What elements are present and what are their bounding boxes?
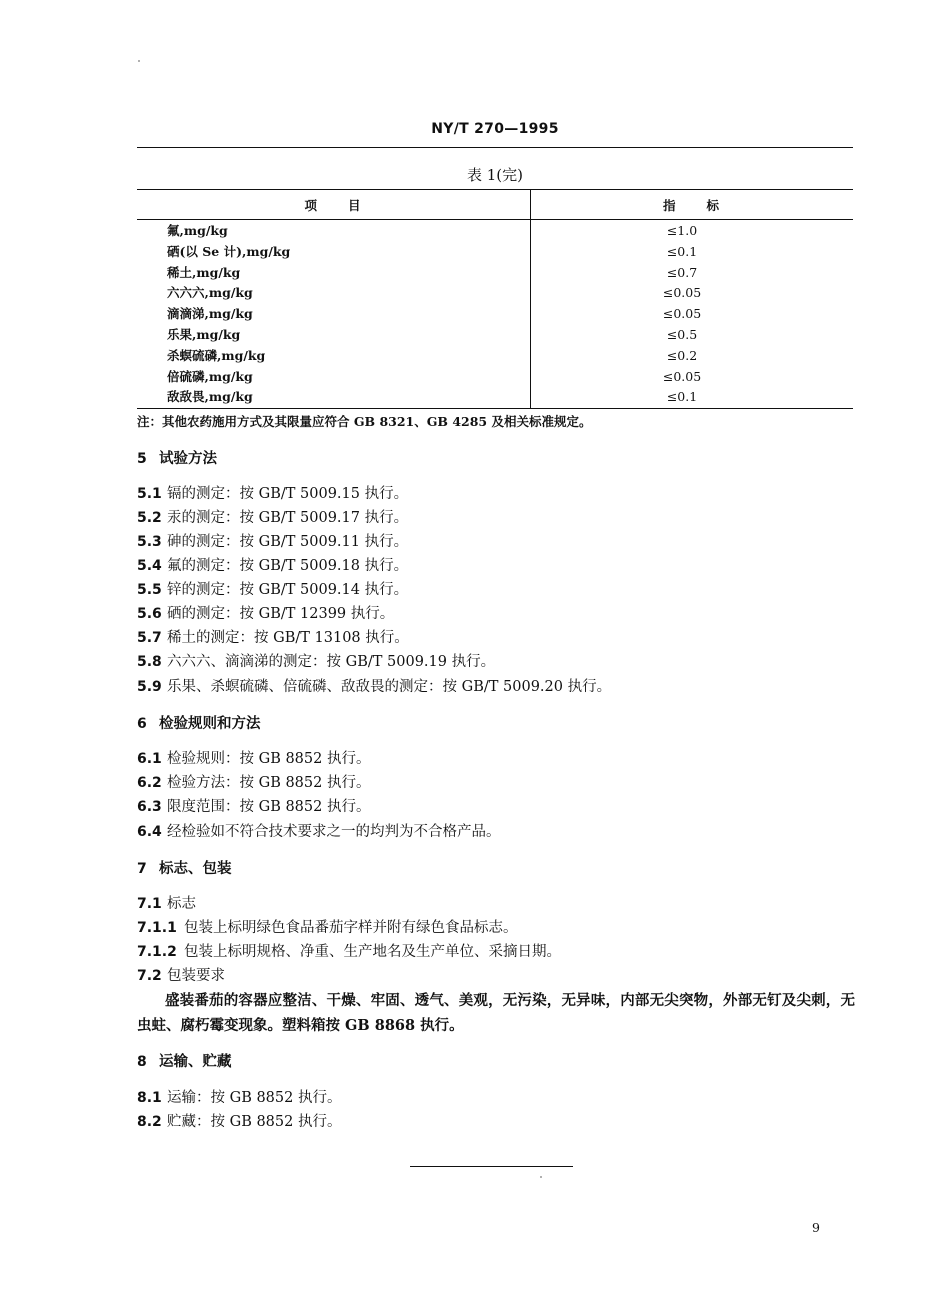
- clause-number: 7.1.2: [137, 944, 177, 960]
- clause-number: 5.9: [137, 679, 162, 695]
- clause-5-9: [137, 675, 611, 696]
- table-cell-item: 乐果,mg/kg: [137, 325, 531, 346]
- table-row: [137, 220, 853, 242]
- clause-text: 标志: [167, 896, 196, 912]
- clause-text: 包装要求: [167, 968, 225, 984]
- section-title: 检验规则和方法: [159, 715, 261, 732]
- clause-7-2: [137, 964, 225, 985]
- table-cell-item: 氟,mg/kg: [137, 220, 531, 242]
- table-cell-value: ≤0.7: [666, 264, 698, 280]
- clause-number: 5.1: [137, 486, 162, 502]
- clause-text: 经检验如不符合技术要求之一的均判为不合格产品。: [167, 824, 501, 840]
- clause-5-4: [137, 554, 408, 575]
- clause-text: 贮藏：按 GB 8852 执行。: [167, 1114, 342, 1130]
- clause-number: 5.3: [137, 534, 162, 550]
- clause-text: 硒的测定：按 GB/T 12399 执行。: [167, 606, 395, 622]
- clause-number: 8.2: [137, 1114, 162, 1130]
- section-number: 6: [137, 716, 147, 732]
- packaging-paragraph: 盛装番茄的容器应整洁、干燥、牢固、透气、美观，无污染，无异味，内部无尖突物，外部无钉及尖刺，无虫蛀、腐朽霉变现象。塑料箱按 GB 8868 执行。: [137, 992, 855, 1034]
- clause-text: 砷的测定：按 GB/T 5009.11 执行。: [167, 534, 409, 550]
- table-cell-value: ≤0.05: [662, 368, 702, 384]
- clause-number: 5.5: [137, 582, 162, 598]
- table-row: [137, 387, 853, 408]
- clause-number: 7.1.1: [137, 920, 177, 936]
- clause-number: 6.1: [137, 751, 162, 767]
- table-row: [137, 242, 853, 263]
- clause-text: 包装上标明规格、净重、生产地名及生产单位、采摘日期。: [184, 944, 561, 960]
- section-heading-7: [137, 857, 232, 878]
- clause-5-6: [137, 602, 394, 623]
- table-cell-item: 六六六,mg/kg: [137, 283, 531, 304]
- table-row: [137, 304, 853, 325]
- clause-text: 镉的测定：按 GB/T 5009.15 执行。: [167, 486, 409, 502]
- clause-text: 锌的测定：按 GB/T 5009.14 执行。: [167, 582, 409, 598]
- section-heading-5: [137, 447, 217, 468]
- table-cell-item: 滴滴涕,mg/kg: [137, 304, 531, 325]
- table-row: [137, 325, 853, 346]
- section-title: 运输、贮藏: [159, 1053, 232, 1070]
- clause-text: 六六六、滴滴涕的测定：按 GB/T 5009.19 执行。: [167, 654, 496, 670]
- clause-number: 8.1: [137, 1090, 162, 1106]
- clause-8-2: [137, 1110, 341, 1131]
- table-cell-item: 硒(以 Se 计),mg/kg: [137, 242, 531, 263]
- limits-table: [137, 189, 853, 409]
- clause-text: 氟的测定：按 GB/T 5009.18 执行。: [167, 558, 409, 574]
- column-header-item: 项 目: [137, 190, 531, 220]
- table-cell-value: ≤1.0: [666, 223, 698, 238]
- clause-text: 汞的测定：按 GB/T 5009.17 执行。: [167, 510, 409, 526]
- clause-7-1-2: [137, 940, 561, 961]
- clause-6-2: [137, 771, 370, 792]
- clause-number: 5.2: [137, 510, 162, 526]
- clause-5-1: [137, 482, 408, 503]
- clause-text: 稀土的测定：按 GB/T 13108 执行。: [167, 630, 409, 646]
- section-number: 7: [137, 861, 147, 877]
- header-rule: [137, 147, 853, 148]
- clause-6-1: [137, 747, 370, 768]
- clause-7-1: [137, 892, 196, 913]
- table-cell-item: 倍硫磷,mg/kg: [137, 367, 531, 388]
- clause-number: 7.1: [137, 896, 162, 912]
- scan-speck: [138, 60, 140, 62]
- page-number: 9: [812, 1220, 820, 1235]
- table-note: 注：其他农药施用方式及其限量应符合 GB 8321、GB 4285 及相关标准规定。: [137, 414, 592, 429]
- clause-8-1: [137, 1086, 341, 1107]
- table-cell-value: ≤0.1: [531, 387, 854, 408]
- scan-speck: [540, 1176, 542, 1178]
- clause-text: 包装上标明绿色食品番茄字样并附有绿色食品标志。: [184, 920, 518, 936]
- table-header-row: [137, 190, 853, 220]
- clause-text: 运输：按 GB 8852 执行。: [167, 1090, 342, 1106]
- table-cell-value: ≤0.2: [666, 347, 698, 363]
- section-number: 8: [137, 1054, 147, 1070]
- section-title: 试验方法: [159, 450, 217, 467]
- clause-number: 5.7: [137, 630, 162, 646]
- section-title: 标志、包装: [159, 860, 232, 877]
- clause-number: 5.6: [137, 606, 162, 622]
- clause-number: 5.8: [137, 654, 162, 670]
- table-row: [137, 346, 853, 367]
- table-cell-item: 敌敌畏,mg/kg: [137, 387, 531, 408]
- clause-text: 检验规则：按 GB 8852 执行。: [167, 751, 371, 767]
- column-header-value: 指 标: [531, 190, 854, 220]
- section-heading-6: [137, 712, 261, 733]
- end-rule: [410, 1166, 573, 1167]
- clause-number: 6.2: [137, 775, 162, 791]
- table-cell-item: 杀螟硫磷,mg/kg: [137, 346, 531, 367]
- clause-6-3: [137, 795, 370, 816]
- clause-5-2: [137, 506, 408, 527]
- clause-text: 限度范围：按 GB 8852 执行。: [167, 799, 371, 815]
- clause-number: 5.4: [137, 558, 162, 574]
- clause-5-5: [137, 578, 408, 599]
- table-row: [137, 367, 853, 388]
- table-row: [137, 263, 853, 284]
- section-number: 5: [137, 451, 147, 467]
- table-caption: 表 1(完): [466, 166, 524, 184]
- table-cell-value: ≤0.1: [666, 243, 698, 259]
- clause-number: 6.3: [137, 799, 162, 815]
- table-cell-value: ≤0.05: [662, 285, 702, 301]
- clause-5-7: [137, 626, 409, 647]
- clause-5-3: [137, 530, 408, 551]
- clause-number: 6.4: [137, 824, 162, 840]
- table-row: [137, 283, 853, 304]
- clause-5-8: [137, 650, 495, 671]
- clause-text: 乐果、杀螟硫磷、倍硫磷、敌敌畏的测定：按 GB/T 5009.20 执行。: [167, 679, 612, 695]
- standard-code-header: NY/T 270—1995: [431, 121, 559, 137]
- clause-number: 7.2: [137, 968, 162, 984]
- clause-text: 检验方法：按 GB 8852 执行。: [167, 775, 371, 791]
- clause-7-1-1: [137, 916, 518, 937]
- table-cell-value: ≤0.5: [666, 326, 698, 342]
- table-cell-value: ≤0.05: [662, 306, 702, 322]
- section-heading-8: [137, 1050, 232, 1071]
- table-cell-item: 稀土,mg/kg: [137, 263, 531, 284]
- clause-6-4: [137, 820, 501, 841]
